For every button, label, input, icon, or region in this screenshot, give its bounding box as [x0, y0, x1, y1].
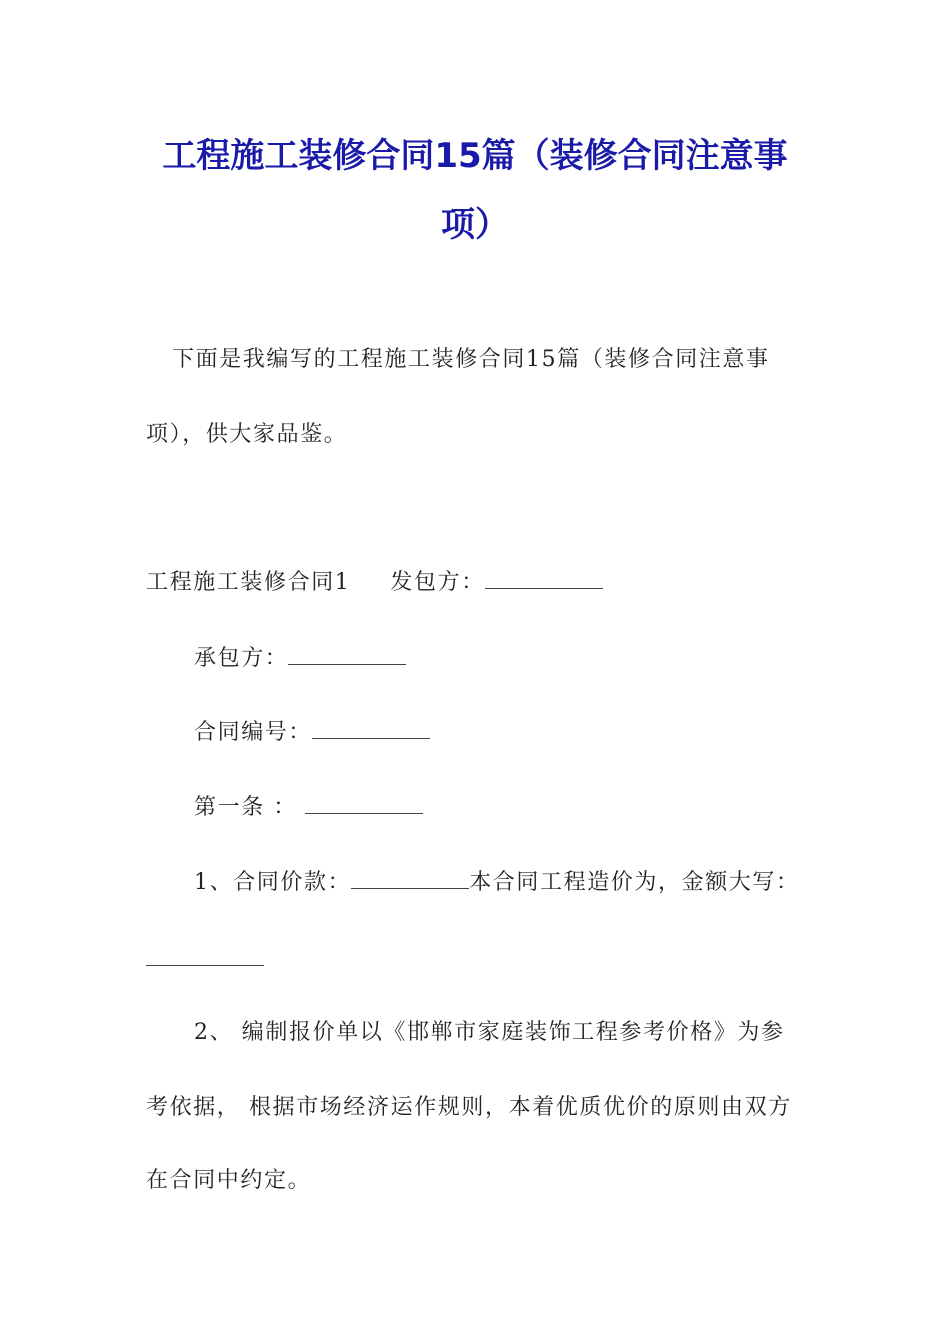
- issuer-label: 发包方：: [390, 570, 485, 595]
- clause-2-line-2: 考依据， 根据市场经济运作规则，本着优质优价的原则由双方: [146, 1095, 792, 1120]
- amount-in-words-blank: [146, 945, 264, 966]
- article-one-blank: [305, 793, 423, 814]
- document-title-line-2: 项）: [441, 205, 509, 245]
- clause-2-line-3: 在合同中约定。: [146, 1168, 312, 1193]
- intro-paragraph-line-2: 项），供大家品鉴。: [146, 422, 348, 447]
- contract-heading: 工程施工装修合同1: [146, 570, 351, 595]
- contract-number-row: [194, 718, 430, 748]
- article-one-row: [194, 793, 423, 823]
- contract-number-blank: [312, 718, 430, 739]
- clause-1-label: 1、合同价款：: [194, 870, 352, 895]
- contractor-row: [194, 644, 406, 674]
- document-title-line-1: 工程施工装修合同15篇（装修合同注意事: [162, 136, 788, 176]
- contract-heading-row: [146, 568, 603, 598]
- amount-in-words-row: [146, 945, 264, 975]
- contract-price-blank: [351, 868, 469, 889]
- issuer-blank: [485, 568, 603, 589]
- contractor-blank: [288, 644, 406, 665]
- contractor-label: 承包方：: [194, 646, 289, 671]
- clause-2-line-1: 2、 编制报价单以《邯郸市家庭装饰工程参考价格》为参: [194, 1020, 785, 1045]
- clause-1-row: [194, 868, 800, 898]
- contract-number-label: 合同编号：: [194, 720, 313, 745]
- clause-1-text: 本合同工程造价为，金额大写：: [469, 870, 800, 895]
- article-one-label: 第一条 ：: [194, 795, 297, 820]
- intro-paragraph-line-1: 下面是我编写的工程施工装修合同15篇（装修合同注意事: [172, 347, 770, 372]
